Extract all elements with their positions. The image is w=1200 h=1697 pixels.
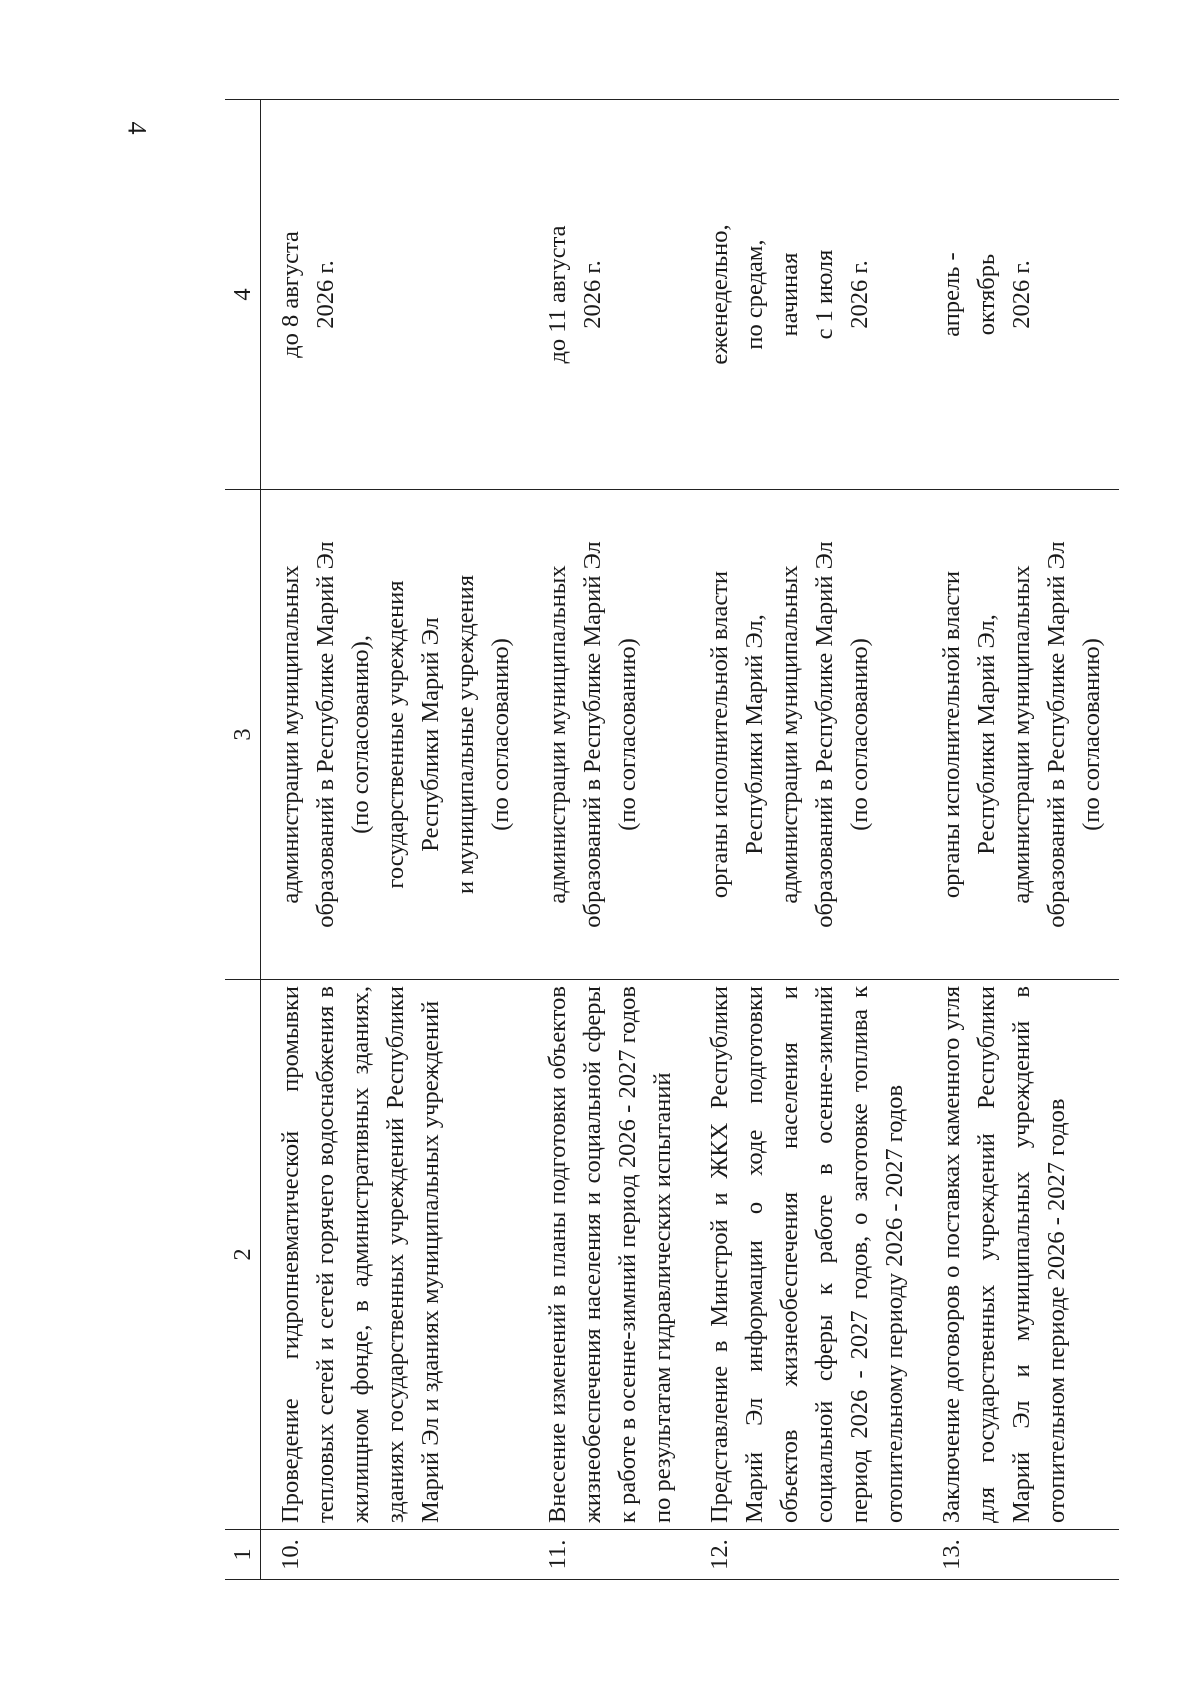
table-row xyxy=(261,100,529,1580)
executor-line: администрации муниципальных xyxy=(1008,565,1035,904)
executor-line: (по согласованию) xyxy=(614,638,641,831)
term-line: 2026 г. xyxy=(312,260,339,329)
row-term xyxy=(528,100,690,490)
row-executor xyxy=(922,490,1119,980)
term-line: 2026 г. xyxy=(579,260,606,329)
column-header: 2 xyxy=(225,980,261,1530)
row-description: Проведение гидропневматической промывки тепловых сетей и сетей горячего водоснабжения в жилищном фонде, в административных зданиях, зданиях государственных учреждений Республики Марий Эл и зданиях муниципальных учреждений xyxy=(261,980,529,1530)
row-executor xyxy=(261,490,529,980)
table-row xyxy=(690,100,922,1580)
table-row xyxy=(922,100,1119,1580)
term-line: октябрь xyxy=(973,253,1000,336)
term-line: начиная xyxy=(776,252,803,337)
term-line: до 8 августа xyxy=(277,231,304,358)
schedule-table xyxy=(225,99,1119,1580)
executor-line: образований в Республике Марий Эл xyxy=(1043,541,1070,928)
executor-line: Республики Марий Эл xyxy=(417,617,444,852)
row-term xyxy=(261,100,529,490)
executor-line: органы исполнительной власти xyxy=(706,570,733,899)
row-description: Заключение договоров о поставках каменного угля для государственных учреждений Республики Марий Эл и муниципальных учреждений в отопительном периоде 2026 - 2027 годов xyxy=(922,980,1119,1530)
executor-line: Республики Марий Эл, xyxy=(973,614,1000,855)
row-description: Представление в Минстрой и ЖКХ Республики Марий Эл информации о ходе подготовки объектов жизнеобеспечения населения и социальной сферы к работе в осенне-зимний период 2026 - 2027 годов, о заготовке топлива к отопительному периоду 2026 - 2027 годов xyxy=(690,980,922,1530)
executor-line: образований в Республике Марий Эл xyxy=(579,541,606,928)
term-line: 2026 г. xyxy=(846,260,873,329)
term-line: апрель - xyxy=(938,252,965,337)
executor-line: администрации муниципальных xyxy=(776,565,803,904)
page-number: 4 xyxy=(122,121,152,135)
row-description: Внесение изменений в планы подготовки объектов жизнеобеспечения населения и социальной сферы к работе в осенне-зимний период 2026 - 2027 годов по результатам гидравлических испытаний xyxy=(528,980,690,1530)
row-number: 11. xyxy=(528,1530,690,1580)
column-header: 3 xyxy=(225,490,261,980)
row-number: 13. xyxy=(922,1530,1119,1580)
table-row xyxy=(528,100,690,1580)
executor-line: (по согласованию) xyxy=(1078,638,1105,831)
executor-line: образований в Республике Марий Эл xyxy=(312,541,339,928)
row-term xyxy=(922,100,1119,490)
row-executor xyxy=(690,490,922,980)
executor-line: администрации муниципальных xyxy=(277,565,304,904)
term-line: до 11 августа xyxy=(544,225,571,364)
term-line: еженедельно, xyxy=(706,224,733,365)
executor-line: администрации муниципальных xyxy=(544,565,571,904)
column-header: 4 xyxy=(225,100,261,490)
column-header: 1 xyxy=(225,1530,261,1580)
term-line: с 1 июля xyxy=(811,249,838,340)
executor-line: (по согласованию) xyxy=(846,638,873,831)
term-line: 2026 г. xyxy=(1008,260,1035,329)
row-number: 12. xyxy=(690,1530,922,1580)
executor-line: государственные учреждения xyxy=(382,580,409,889)
executor-line: Республики Марий Эл, xyxy=(741,614,768,855)
executor-line: органы исполнительной власти xyxy=(938,570,965,899)
header-row xyxy=(225,100,261,1580)
executor-line: и муниципальные учреждения xyxy=(452,574,479,895)
row-term xyxy=(690,100,922,490)
executor-line: (по согласованию) xyxy=(487,638,514,831)
row-number: 10. xyxy=(261,1530,529,1580)
executor-line: образований в Республике Марий Эл xyxy=(811,541,838,928)
row-executor xyxy=(528,490,690,980)
term-line: по средам, xyxy=(741,239,768,350)
executor-line: (по согласованию), xyxy=(347,635,374,834)
rotated-page-content xyxy=(225,100,1105,1580)
